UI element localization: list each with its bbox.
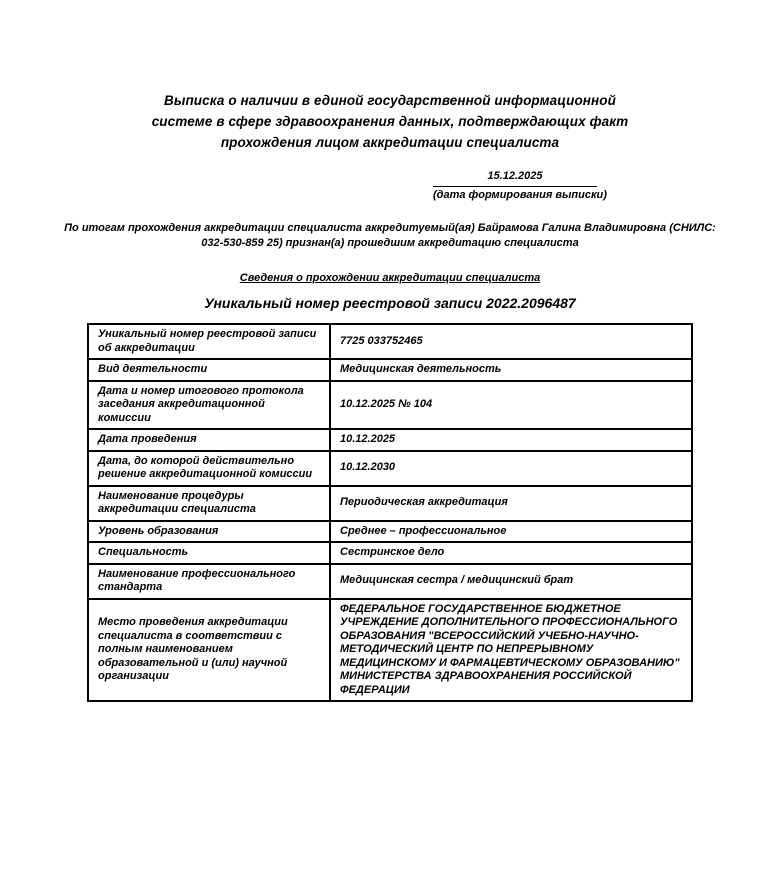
table-row bbox=[88, 324, 692, 359]
field-value-cell: 10.12.2030 bbox=[330, 451, 692, 486]
document-title bbox=[0, 0, 780, 153]
table-row bbox=[88, 451, 692, 486]
field-value-cell: 7725 033752465 bbox=[330, 324, 692, 359]
table-row bbox=[88, 381, 692, 430]
field-label-cell: Наименование профессионального стандарта bbox=[88, 564, 330, 599]
document-title-line: системе в сфере здравоохранения данных, подтверждающих факт bbox=[151, 114, 629, 129]
formation-date-caption: (дата формирования выписки) bbox=[433, 189, 607, 201]
field-label-cell: Дата и номер итогового протокола заседания аккредитационной комиссии bbox=[88, 381, 330, 430]
field-value-cell: Медицинская деятельность bbox=[330, 359, 692, 381]
table-row bbox=[88, 429, 692, 451]
field-label-cell: Наименование процедуры аккредитации специалиста bbox=[88, 486, 330, 521]
field-value-cell: ФЕДЕРАЛЬНОЕ ГОСУДАРСТВЕННОЕ БЮДЖЕТНОЕ УЧРЕЖДЕНИЕ ДОПОЛНИТЕЛЬНОГО ПРОФЕССИОНАЛЬНОГО ОБРАЗОВАНИЯ "ВСЕРОССИЙСКИЙ УЧЕБНО-НАУЧНО-МЕТОДИЧЕСКИЙ ЦЕНТР ПО НЕПРЕРЫВНОМУ МЕДИЦИНСКОМУ И ФАРМАЦЕВТИЧЕСКОМУ ОБРАЗОВАНИЮ" МИНИСТЕРСТВА ЗДРАВООХРАНЕНИЯ РОССИЙСКОЙ ФЕДЕРАЦИИ bbox=[330, 599, 692, 702]
field-value-cell: 10.12.2025 bbox=[330, 429, 692, 451]
accreditation-details-table bbox=[87, 323, 693, 702]
document-title-line: прохождения лицом аккредитации специалиста bbox=[220, 135, 560, 150]
field-value-cell: Медицинская сестра / медицинский брат bbox=[330, 564, 692, 599]
table-row bbox=[88, 486, 692, 521]
field-label-cell: Уровень образования bbox=[88, 521, 330, 543]
field-value-cell: Среднее – профессиональное bbox=[330, 521, 692, 543]
accreditation-result-line: По итогам прохождения аккредитации специалиста аккредитуемый(ая) Байрамова Галина Владимировна (СНИЛС: bbox=[64, 222, 716, 234]
section-heading: Сведения о прохождении аккредитации специалиста bbox=[239, 272, 541, 284]
accreditation-result-line: 032-530-859 25) признан(а) прошедшим аккредитацию специалиста bbox=[201, 237, 579, 249]
field-label-cell: Дата проведения bbox=[88, 429, 330, 451]
table-row bbox=[88, 521, 692, 543]
field-label-cell: Дата, до которой действительно решение аккредитационной комиссии bbox=[88, 451, 330, 486]
field-value-cell: 10.12.2025 № 104 bbox=[330, 381, 692, 430]
field-label-cell: Вид деятельности bbox=[88, 359, 330, 381]
registry-number-heading: Уникальный номер реестровой записи 2022.2096487 bbox=[204, 295, 576, 311]
table-row bbox=[88, 599, 692, 702]
field-label-cell: Специальность bbox=[88, 542, 330, 564]
table-row bbox=[88, 564, 692, 599]
document-title-line: Выписка о наличии в единой государственной информационной bbox=[163, 93, 616, 108]
accreditation-result-paragraph bbox=[0, 221, 780, 251]
field-label-cell: Уникальный номер реестровой записи об аккредитации bbox=[88, 324, 330, 359]
table-row bbox=[88, 359, 692, 381]
formation-date-value: 15.12.2025 bbox=[433, 170, 597, 187]
field-value-cell: Периодическая аккредитация bbox=[330, 486, 692, 521]
formation-date-block bbox=[433, 170, 607, 202]
field-label-cell: Место проведения аккредитации специалиста в соответствии с полным наименованием образовательной и (или) научной организации bbox=[88, 599, 330, 702]
table-row bbox=[88, 542, 692, 564]
field-value-cell: Сестринское дело bbox=[330, 542, 692, 564]
